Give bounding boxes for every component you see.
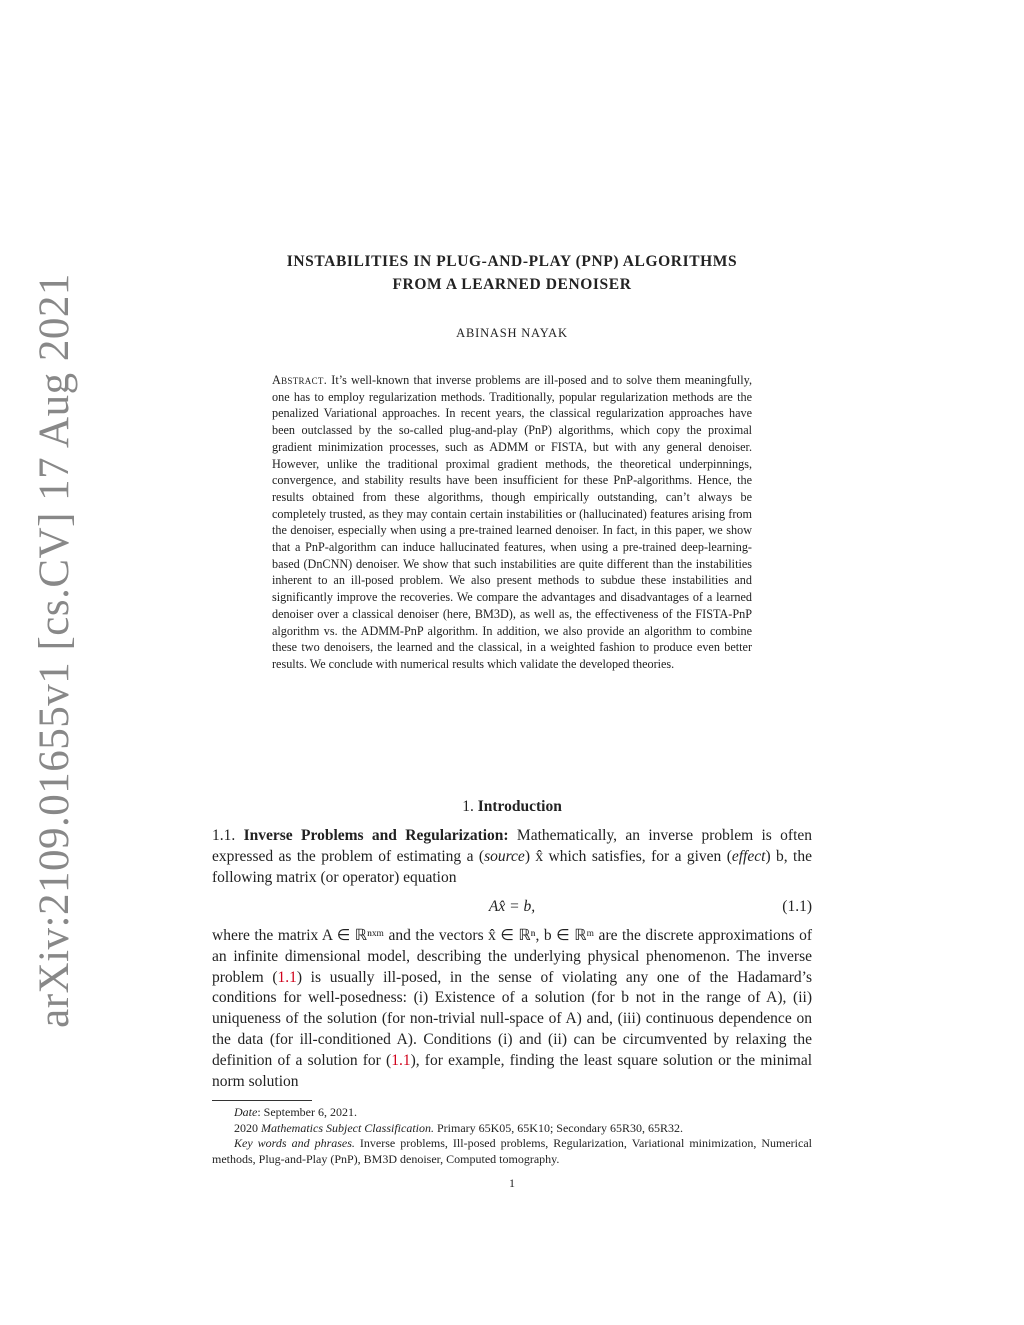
date-label: Date — [234, 1105, 258, 1119]
paragraph-1-text-c: ) b, the following matrix (or operator) equation — [212, 847, 812, 886]
effect-term: effect — [731, 847, 766, 865]
equation-reference-link[interactable]: 1.1 — [391, 1051, 411, 1069]
equation-body: Ax̂ = b, — [488, 898, 536, 915]
paragraph-1-text-b: ) x̂ which satisfies, for a given ( — [524, 847, 732, 865]
paragraph-2-text-a: where the matrix A ∈ ℝⁿˣᵐ and the vectors x̂ ∈ ℝⁿ, b ∈ ℝᵐ are the discrete approximations of an infinite dimensional model, describing the underlying physical phenomenon. The inverse problem ( — [212, 927, 812, 986]
paragraph-1 — [212, 826, 812, 888]
footnote-msc — [212, 1121, 812, 1137]
date-value: : September 6, 2021. — [257, 1105, 357, 1119]
subsection-number: 1.1. — [212, 827, 236, 844]
msc-label: Mathematics Subject Classification. — [261, 1120, 434, 1135]
source-term: source — [484, 847, 525, 865]
paragraph-2-text-b: ) is usually ill-posed, in the sense of violating any one of the Hadamard’s conditions for well-posedness: (i) Existence of a solution (for b not in the range of A), (ii) uniqueness of the solution (for non-trivial null-space of A) and, (iii) continuous dependence on the data (for ill-conditioned A). Conditions (i) and (ii) can be circumvented by relaxing the definition of a solution for ( — [212, 968, 812, 1069]
equation-reference-link[interactable]: 1.1 — [277, 968, 297, 986]
author-name: ABINASH NAYAK — [456, 326, 568, 340]
title-line-2: FROM A LEARNED DENOISER — [392, 276, 632, 293]
paragraph-1-text-a: Mathematically, an inverse problem is often expressed as the problem of estimating a ( — [212, 827, 812, 865]
section-title: Introduction — [477, 798, 562, 815]
footnote-divider — [212, 1100, 312, 1101]
abstract-label: Abstract. — [272, 373, 328, 387]
title-line-1: INSTABILITIES IN PLUG-AND-PLAY (PNP) ALGORITHMS — [286, 253, 738, 270]
section-heading — [212, 798, 812, 816]
equation-1-1 — [212, 898, 812, 920]
equation-number: (1.1) — [782, 898, 812, 915]
paragraph-2 — [212, 926, 812, 1092]
abstract-text: It’s well-known that inverse problems are ill-posed and to solve them meaningfully, one has to employ regularization methods. Traditionally, popular regularization methods are the penalized Variational approaches. In recent years, the classical regularization approaches have been outclassed by the so-called plug-and-play (PnP) algorithms, which copy the proximal gradient minimization processes, such as ADMM or FISTA, but with any general denoiser. However, unlike the traditional proximal gradient methods, the theoretical underpinnings, convergence, and stability results have been insufficient for these PnP-algorithms. Hence, the results obtained from these algorithms, though empirically outstanding, can’t always be completely trusted, as they may contain certain instabilities or (hallucinated) features arising from the denoiser, especially when using a pre-trained learned denoiser. In fact, in this paper, we show that a PnP-algorithm can induce hallucinated features, when using a pre-trained deep-learning-based (DnCNN) denoiser. We show that such instabilities are quite different than the instabilities inherent to an ill-posed problem. We also present methods to subdue these instabilities and significantly improve the recoveries. We compare the advantages and disadvantages of a learned denoiser over a classical denoiser (here, BM3D), as well as, the effectiveness of the FISTA-PnP algorithm vs. the ADMM-PnP algorithm. In addition, we also provide an algorithm to combine these two denoisers, the learned and the classical, in a weighted fashion to produce even better results. We conclude with numerical results which validate the developed theories. — [272, 373, 752, 671]
paper-title — [200, 250, 824, 296]
msc-year: 2020 — [234, 1120, 261, 1135]
msc-value: Primary 65K05, 65K10; Secondary 65R30, 65R32. — [433, 1120, 683, 1135]
footnotes — [212, 1105, 812, 1167]
arxiv-side-stamp — [24, 272, 84, 1028]
page-number: 1 — [509, 1176, 515, 1190]
keywords-value: Inverse problems, Ill-posed problems, Regularization, Variational minimization, Numerical methods, Plug-and-Play (PnP), BM3D denoiser, Computed tomography. — [212, 1136, 812, 1166]
paragraph-2-text-c: ), for example, finding the least square solution or the minimal norm solution — [212, 1051, 812, 1090]
abstract — [272, 372, 752, 673]
keywords-label: Key words and phrases. — [234, 1136, 355, 1150]
footnote-keywords — [212, 1136, 812, 1167]
footnote-date — [212, 1105, 812, 1121]
subsection-title: Inverse Problems and Regularization: — [243, 827, 509, 844]
section-number: 1. — [462, 798, 474, 815]
arxiv-identifier: arXiv:2109.01655v1 [cs.CV] 17 Aug 2021 — [30, 272, 78, 1028]
